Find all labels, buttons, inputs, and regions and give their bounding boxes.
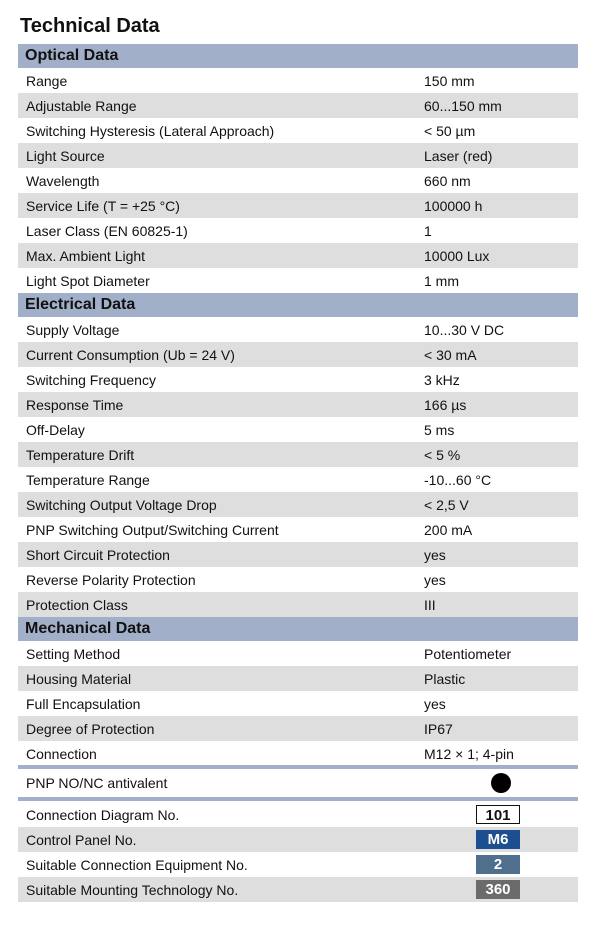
- row-label: Service Life (T = +25 °C): [26, 197, 180, 214]
- output-label: PNP NO/NC antivalent: [26, 775, 168, 791]
- output-row: [18, 769, 578, 797]
- table-row: [18, 542, 578, 567]
- table-row: [18, 367, 578, 392]
- table-row: [18, 342, 578, 367]
- row-value: 3 kHz: [424, 371, 460, 388]
- row-value: 1 mm: [424, 272, 459, 289]
- row-value: < 30 mA: [424, 346, 477, 363]
- reference-table: [18, 802, 578, 902]
- row-label: Range: [26, 72, 68, 89]
- row-label: Suitable Connection Equipment No.: [26, 856, 248, 873]
- table-row: [18, 93, 578, 118]
- row-value: 166 µs: [424, 396, 467, 413]
- row-label: Light Spot Diameter: [26, 272, 150, 289]
- mounting-technology-badge[interactable]: 360: [476, 880, 520, 899]
- table-row: [18, 143, 578, 168]
- control-panel-badge[interactable]: M6: [476, 830, 520, 849]
- row-label: Adjustable Range: [26, 97, 137, 114]
- table-row: [18, 641, 578, 666]
- table-row: [18, 741, 578, 766]
- table-row: [18, 517, 578, 542]
- row-label: Short Circuit Protection: [26, 546, 170, 563]
- row-label: Suitable Mounting Technology No.: [26, 881, 239, 898]
- row-label: Degree of Protection: [26, 720, 155, 737]
- row-label: Max. Ambient Light: [26, 247, 146, 264]
- mechanical-data-header: Mechanical Data: [18, 617, 578, 641]
- row-value: 150 mm: [424, 72, 475, 89]
- row-label: Setting Method: [26, 645, 121, 662]
- row-value: III: [424, 596, 436, 613]
- row-label: Wavelength: [26, 172, 100, 189]
- table-row: [18, 243, 578, 268]
- row-value: yes: [424, 695, 446, 712]
- row-label: Connection: [26, 745, 97, 762]
- row-value: 60...150 mm: [424, 97, 502, 114]
- table-row: [18, 716, 578, 741]
- row-value: yes: [424, 546, 446, 563]
- row-label: Temperature Drift: [26, 446, 135, 463]
- row-value: 660 nm: [424, 172, 471, 189]
- row-label: PNP Switching Output/Switching Current: [26, 521, 279, 538]
- row-label: Switching Hysteresis (Lateral Approach): [26, 122, 275, 139]
- row-label: Laser Class (EN 60825-1): [26, 222, 188, 239]
- row-label: Switching Frequency: [26, 371, 156, 388]
- row-value: yes: [424, 571, 446, 588]
- row-value: -10...60 °C: [424, 471, 492, 488]
- page-title: Technical Data: [20, 15, 160, 37]
- table-row: [18, 68, 578, 93]
- table-row: [18, 666, 578, 691]
- row-label: Supply Voltage: [26, 321, 120, 338]
- row-value: Laser (red): [424, 147, 493, 164]
- row-label: Housing Material: [26, 670, 132, 687]
- row-label: Light Source: [26, 147, 105, 164]
- connection-equipment-badge[interactable]: 2: [476, 855, 520, 874]
- row-value: Potentiometer: [424, 645, 512, 662]
- row-value: 10000 Lux: [424, 247, 490, 264]
- optical-data-table: [18, 44, 578, 293]
- table-row: [18, 218, 578, 243]
- row-value: 5 ms: [424, 421, 455, 438]
- row-label: Off-Delay: [26, 421, 85, 438]
- row-value: < 50 µm: [424, 122, 476, 139]
- table-row: [18, 567, 578, 592]
- electrical-data-header: Electrical Data: [18, 293, 578, 317]
- section-divider: [18, 797, 578, 801]
- row-value: 10...30 V DC: [424, 321, 505, 338]
- mechanical-data-table: [18, 617, 578, 766]
- table-row: [18, 268, 578, 293]
- connection-diagram-badge[interactable]: 101: [476, 805, 520, 824]
- row-value: 1: [424, 222, 432, 239]
- row-value: 200 mA: [424, 521, 473, 538]
- table-row: [18, 317, 578, 342]
- row-value: Plastic: [424, 670, 466, 687]
- row-label: Reverse Polarity Protection: [26, 571, 196, 588]
- filled-circle-icon: [491, 773, 511, 793]
- table-row: [18, 877, 578, 902]
- row-value: < 5 %: [424, 446, 461, 463]
- table-row: [18, 691, 578, 716]
- table-row: [18, 442, 578, 467]
- table-row: [18, 492, 578, 517]
- table-row: [18, 392, 578, 417]
- table-row: [18, 827, 578, 852]
- row-value: < 2,5 V: [424, 496, 469, 513]
- row-value: 100000 h: [424, 197, 483, 214]
- table-row: [18, 802, 578, 827]
- output-section: [18, 765, 578, 801]
- row-label: Temperature Range: [26, 471, 150, 488]
- row-label: Switching Output Voltage Drop: [26, 496, 217, 513]
- optical-data-header: Optical Data: [18, 44, 578, 68]
- row-label: Protection Class: [26, 596, 128, 613]
- row-value: IP67: [424, 720, 453, 737]
- table-row: [18, 417, 578, 442]
- row-label: Current Consumption (Ub = 24 V): [26, 346, 235, 363]
- row-label: Response Time: [26, 396, 124, 413]
- electrical-data-table: [18, 293, 578, 617]
- row-label: Control Panel No.: [26, 831, 137, 848]
- table-row: [18, 852, 578, 877]
- row-label: Connection Diagram No.: [26, 806, 180, 823]
- table-row: [18, 467, 578, 492]
- table-row: [18, 118, 578, 143]
- table-row: [18, 168, 578, 193]
- table-row: [18, 193, 578, 218]
- row-label: Full Encapsulation: [26, 695, 141, 712]
- row-value: M12 × 1; 4-pin: [424, 745, 514, 762]
- table-row: [18, 592, 578, 617]
